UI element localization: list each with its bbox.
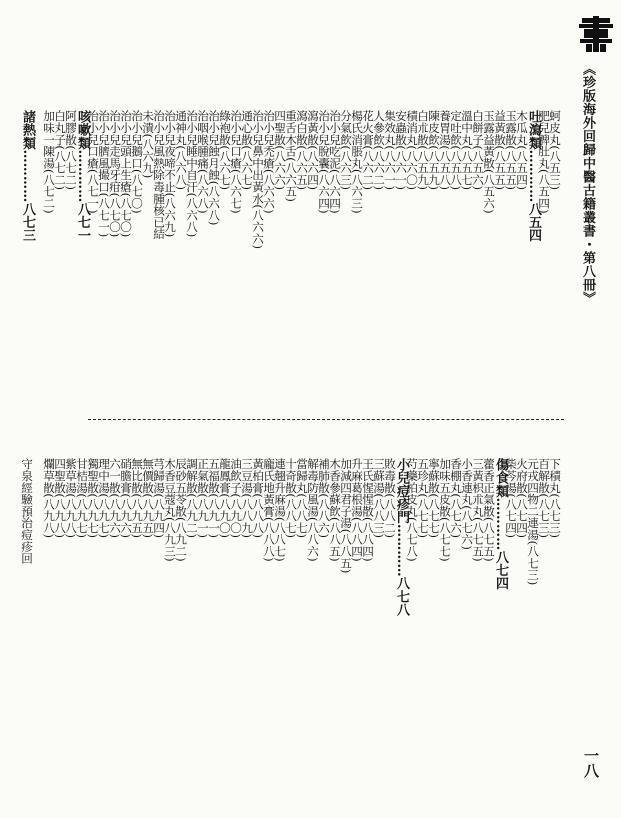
toc-entry: 柴芩湯(八七四) — [504, 458, 518, 539]
toc-entry: 芍藥柏皮丸(八七八) — [405, 458, 419, 562]
toc-entry: 治小兒鵝口(八七〇) — [130, 110, 144, 214]
toc-entry: 升麻葛根湯(八八四) — [350, 458, 364, 562]
seal-mark-icon — [576, 16, 616, 54]
toc-entry: 四聖散(八九八) — [53, 458, 67, 539]
toc-entry: 通心散(八六七) — [240, 110, 254, 191]
toc-entry: 連翹升麻湯(八八七) — [273, 458, 287, 562]
toc-entry: 黃柏膏(八八八) — [251, 458, 265, 539]
toc-entry: 治小兒脫囊(八六四) — [317, 110, 331, 214]
toc-entry: 玉露散(八五五) — [504, 110, 518, 191]
toc-entry: 陳皮飲(八五九) — [427, 110, 441, 191]
toc-entry: 三蘇湯(八八三) — [372, 458, 386, 539]
toc-entry: 玉露益黃散(八五六) — [482, 110, 496, 214]
toc-entry: 爛草散(八九八) — [42, 458, 56, 539]
toc-entry: 木香豆蔻丸(八九三) — [163, 458, 177, 562]
toc-entry: 治小兒走馬牙疳(八七〇) — [108, 110, 122, 238]
toc-entry: 王氏惺惺散(八八四) — [361, 458, 375, 562]
toc-entry: 益黃散(八五五) — [493, 110, 507, 191]
toc-entry: 調解散(八九二) — [185, 458, 199, 539]
toc-entry: 硝膽膏(八九六) — [119, 458, 133, 539]
toc-entry: 甘桔湯(八九七) — [75, 458, 89, 539]
toc-entry: 集效丸(八六一) — [383, 110, 397, 191]
toc-entry: 肥兒脾肚丸(八五四) — [537, 110, 551, 214]
toc-entry: 三豆湯(八八九) — [240, 458, 254, 539]
toc-entry: 龍鳳膏(八九〇) — [218, 458, 232, 539]
toc-entry: 元戎四物二連湯(八七三) — [526, 458, 540, 586]
toc-entry: 補肺散(八八六) — [317, 458, 331, 539]
toc-entry: 加味五皮散(八七七) — [438, 458, 452, 562]
toc-entry: 治小兒夜啼不止(八六九) — [163, 110, 177, 238]
toc-entry: 花火膏(八六二) — [361, 110, 375, 191]
series-title: 《珍版海外回歸中醫古籍叢書・第八冊》 — [580, 62, 595, 305]
toc-entry: 治小兒頭上生瘡(八七〇) — [119, 110, 133, 238]
toc-entry: 治小兒睡中自汗(八六八) — [185, 110, 199, 238]
toc-entry: 四聖散(八六六) — [273, 110, 287, 191]
toc-entry: 養胃湯(八五八) — [438, 110, 452, 191]
toc-entry: 三黃枳朮丸(八七五) — [471, 458, 485, 562]
page-number: 一八 — [582, 748, 600, 778]
toc-entry: 芎歸湯(八九四) — [152, 458, 166, 539]
toc-entry: 未潰(八六九) — [141, 110, 155, 179]
toc-entry: 吐瀉類…………八五四 — [526, 110, 541, 242]
toc-entry: 無價散(八九五) — [141, 458, 155, 539]
toc-entry: 正氣散(八九一) — [196, 458, 210, 539]
toc-entry: 油飲子(八九〇) — [229, 458, 243, 539]
toc-entry: 綠袍散(八六七) — [218, 110, 232, 191]
toc-entry: 火府散(八七四) — [515, 458, 529, 539]
section-divider — [88, 419, 564, 420]
toc-entry: 加減四君子湯(八八五) — [339, 458, 353, 574]
toc-entry: 積消丸(八六〇) — [405, 110, 419, 191]
toc-entry: 五珍丸(八七七) — [416, 458, 430, 539]
toc-entry: 當歸丸(八八七) — [295, 458, 309, 539]
toc-entry: 重舌木舌(八六五) — [284, 110, 298, 203]
toc-entry: 六一散(八九六) — [108, 458, 122, 539]
toc-entry: 白丸子(八七二) — [53, 110, 67, 191]
toc-entry: 下積丸(八七三) — [548, 458, 562, 539]
toc-entry: 治小兒口瘡(八六七) — [229, 110, 243, 214]
toc-entry: 分氣飲(八六三) — [339, 110, 353, 191]
toc-entry: 咳嗽類…………八七一 — [75, 110, 90, 242]
toc-entry: 白朮散(八五九) — [416, 110, 430, 191]
toc-entry: 白餅子(八五六) — [471, 110, 485, 191]
toc-entry: 治小兒臍風撮口(八七一) — [97, 110, 111, 238]
toc-entry: 楊氏消脹丸(八六三) — [350, 110, 364, 214]
toc-entry: 百解散(八七三) — [537, 458, 551, 539]
toc-entry: 木瓜丸(八五四) — [515, 110, 529, 191]
toc-entry: 五福散(八九一) — [207, 458, 221, 539]
toc-entry: 定吐飲(八五八) — [449, 110, 463, 191]
toc-entry: 人參飲(八六二) — [372, 110, 386, 191]
toc-entry: 小兒痘疹門…………八七八 — [394, 458, 409, 617]
toc-entry: 理中湯(八九七) — [97, 458, 111, 539]
toc-entry: 治小兒蝕月蝕(八六八) — [207, 110, 221, 226]
toc-entry: 無比散(八九五) — [130, 458, 144, 539]
toc-entry: 治咽喉腫痛(八六八) — [196, 110, 210, 214]
toc-entry: 紫草湯(八九八) — [64, 458, 78, 539]
toc-entry: 瀉白散(八六五) — [295, 110, 309, 191]
toc-entry: 阿膠散(八七二) — [64, 110, 78, 191]
toc-entry: 瀉黃散(八六四) — [306, 110, 320, 191]
toc-entry: 蚵皮丸(八五三) — [548, 110, 562, 191]
toc-entry: 香棚丸(八七六) — [449, 458, 463, 539]
toc-entry: 十奇散(八八七) — [284, 458, 298, 539]
toc-entry: 治小兒風熱除毒腫核已結 — [152, 110, 166, 240]
toc-entry: 木香參蘇飲(八八五) — [328, 458, 342, 562]
toc-entry: 藿香正氣散(八七五) — [482, 458, 496, 562]
toc-entry: 治小兒口瘡(八七一) — [86, 110, 100, 214]
toc-entry: 治小兒鼻中出黃水(八六六) — [251, 110, 265, 250]
toc-entry: 治小兒禿瘡(八六六) — [262, 110, 276, 214]
toc-entry: 守泉經驗預治痘疹回 — [20, 458, 34, 565]
toc-entry: 解毒防風湯(八八六) — [306, 458, 320, 562]
toc-entry: 加味一陳湯(八七二) — [42, 110, 56, 214]
toc-entry: 溫中丸(八五七) — [460, 110, 474, 191]
toc-entry: 治小兒吃泥(八六四) — [328, 110, 342, 214]
toc-entry: 諸熱類…………八七三 — [20, 110, 35, 242]
toc-entry: 龐氏地黃膏(八八八) — [262, 458, 276, 562]
toc-entry: 小香連丸(八七六) — [460, 458, 474, 551]
toc-entry: 獨聖散(八九七) — [86, 458, 100, 539]
toc-entry: 辰砂五苓散(八九二) — [174, 458, 188, 562]
toc-entry: 敗毒散(八八二) — [383, 458, 397, 539]
toc-entry: 傷食類…………八七四 — [493, 458, 508, 590]
toc-entry: 通神丸(八六八) — [174, 110, 188, 191]
toc-entry: 安蟲散(八六一) — [394, 110, 408, 191]
toc-entry: 寧蘇散(八七七) — [427, 458, 441, 539]
